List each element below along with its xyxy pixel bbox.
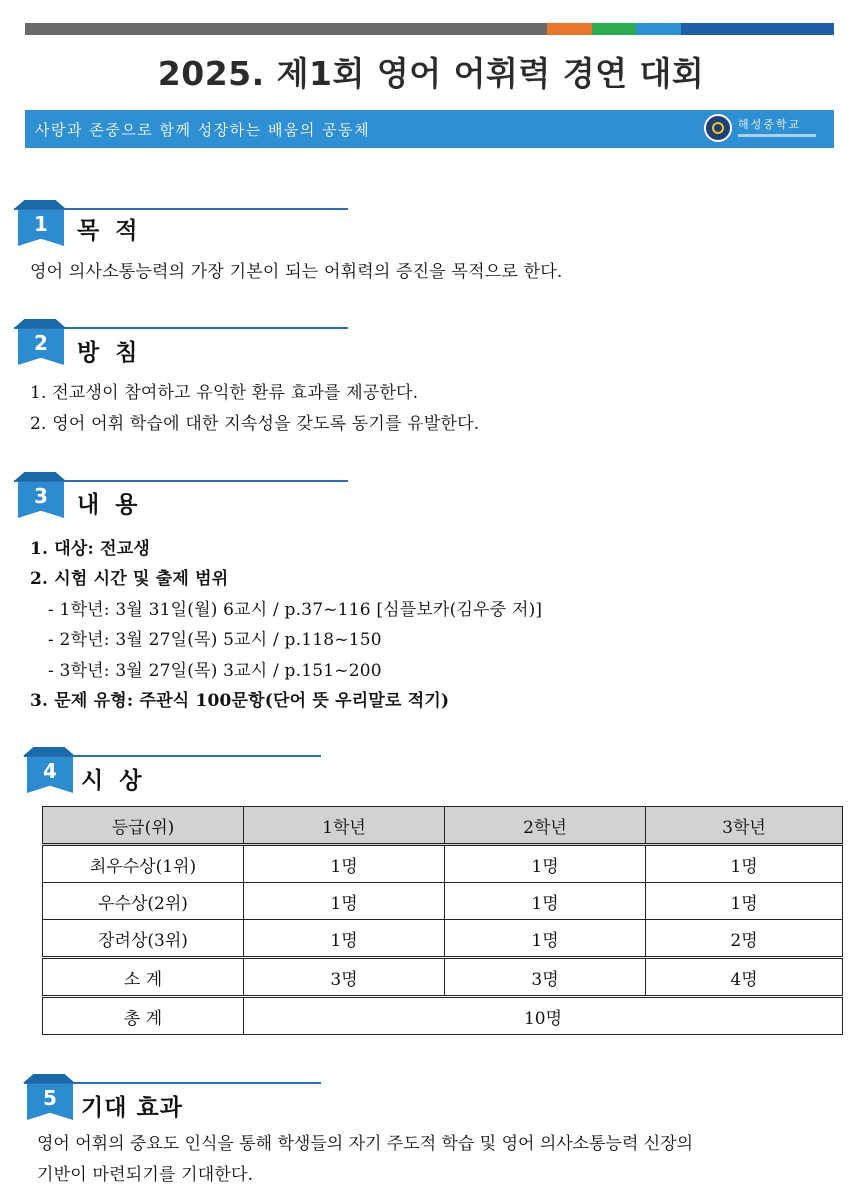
section-title: 시 상 <box>81 768 146 794</box>
school-emblem-icon <box>704 114 732 142</box>
table-cell: 2명 <box>646 920 843 958</box>
section-text: 영어 의사소통능력의 가장 기본이 되는 어휘력의 증진을 목적으로 한다. <box>30 262 563 282</box>
table-cell: 총 계 <box>43 997 244 1035</box>
table-row <box>43 845 843 883</box>
table-cell: 최우수상(1위) <box>43 845 244 883</box>
topbar-segment-navy <box>681 23 834 35</box>
content-subitem: - 3학년: 3월 27일(목) 3교시 / p.151~200 <box>48 661 382 681</box>
section-flag-cap <box>14 472 66 481</box>
section-number: 1 <box>34 212 48 236</box>
section-number: 2 <box>34 331 48 355</box>
section-text: 영어 어휘의 중요도 인식을 통해 학생들의 자기 주도적 학습 및 영어 의사소통능력 신장의 <box>37 1134 694 1154</box>
section-title: 목 적 <box>77 218 142 244</box>
school-logo <box>704 114 816 142</box>
table-header-cell: 등급(위) <box>43 807 244 845</box>
table-cell: 3명 <box>244 958 445 997</box>
slogan-banner <box>25 110 834 148</box>
table-cell: 4명 <box>646 958 843 997</box>
section-flag-cap <box>14 319 66 328</box>
topbar-segment-blue <box>636 23 681 35</box>
table-cell: 1명 <box>445 920 646 958</box>
table-cell: 소 계 <box>43 958 244 997</box>
section-title: 방 침 <box>77 340 142 366</box>
section-flag-cap <box>14 200 66 209</box>
content-subitem: - 1학년: 3월 31일(월) 6교시 / p.37~116 [심플보카(김우중 저)] <box>48 600 543 620</box>
table-header-cell: 3학년 <box>646 807 843 845</box>
topbar-segment-orange <box>547 23 592 35</box>
section-title: 기대 효과 <box>81 1095 183 1121</box>
table-total-row <box>43 997 843 1035</box>
table-header-row <box>43 807 843 845</box>
table-header-cell: 2학년 <box>445 807 646 845</box>
section-number: 4 <box>43 759 57 783</box>
table-cell: 1명 <box>646 845 843 883</box>
table-cell: 3명 <box>445 958 646 997</box>
table-header-cell: 1학년 <box>244 807 445 845</box>
table-cell: 1명 <box>445 845 646 883</box>
table-cell: 1명 <box>244 883 445 920</box>
table-cell: 1명 <box>244 845 445 883</box>
content-item: 2. 시험 시간 및 출제 범위 <box>30 569 229 589</box>
table-cell: 1명 <box>646 883 843 920</box>
table-cell: 10명 <box>244 997 843 1035</box>
table-row <box>43 920 843 958</box>
policy-item: 1. 전교생이 참여하고 유익한 환류 효과를 제공한다. <box>30 383 419 403</box>
section-flag-cap <box>23 1074 75 1083</box>
school-subtitle-mark <box>738 134 816 137</box>
section-text: 기반이 마련되기를 기대한다. <box>37 1165 254 1185</box>
policy-item: 2. 영어 어휘 학습에 대한 지속성을 갖도록 동기를 유발한다. <box>30 414 480 434</box>
table-cell: 1명 <box>244 920 445 958</box>
content-subitem: - 2학년: 3월 27일(목) 5교시 / p.118~150 <box>48 630 382 650</box>
awards-table <box>42 806 843 1035</box>
page-title: 2025. 제1회 영어 어휘력 경연 대회 <box>157 54 705 93</box>
section-number: 5 <box>43 1086 57 1110</box>
content-item: 3. 문제 유형: 주관식 100문항(단어 뜻 우리말로 적기) <box>30 691 450 711</box>
table-cell: 우수상(2위) <box>43 883 244 920</box>
slogan-text: 사랑과 존중으로 함께 성장하는 배움의 공동체 <box>35 121 371 139</box>
content-item: 1. 대상: 전교생 <box>30 539 150 559</box>
table-subtotal-row <box>43 958 843 997</box>
section-flag-cap <box>23 747 75 756</box>
school-name: 해성중학교 <box>738 118 802 131</box>
section-number: 3 <box>34 484 48 508</box>
table-row <box>43 883 843 920</box>
top-color-bar <box>25 23 834 35</box>
table-cell: 장려상(3위) <box>43 920 244 958</box>
topbar-segment-gray <box>25 23 547 35</box>
table-cell: 1명 <box>445 883 646 920</box>
section-title: 내 용 <box>77 492 142 518</box>
topbar-segment-green <box>592 23 636 35</box>
